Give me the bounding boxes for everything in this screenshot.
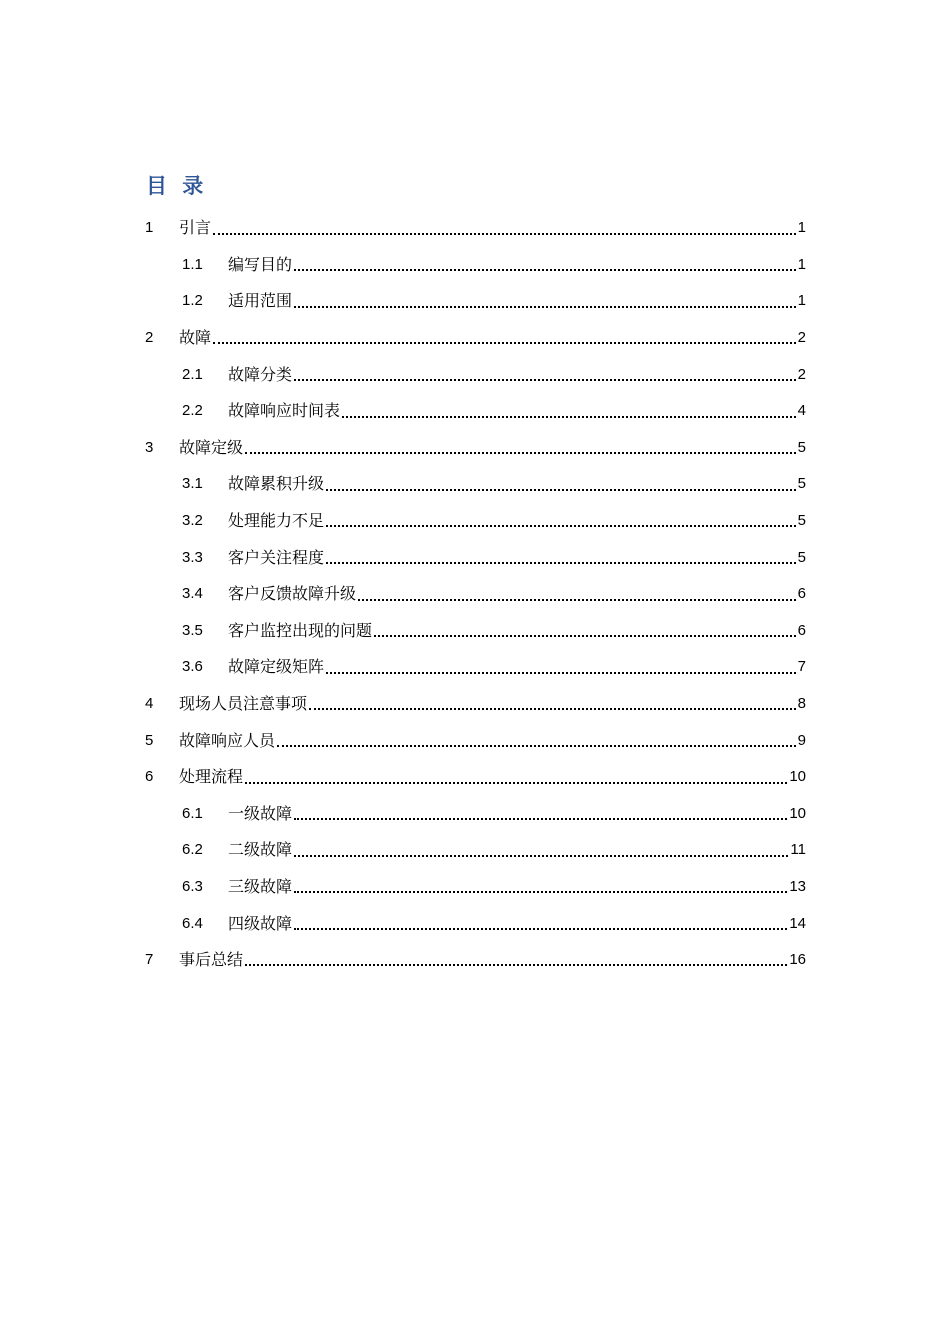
toc-dot-leader [294,927,787,930]
toc-entry[interactable] [145,576,806,613]
toc-entry-number: 2.1 [182,365,203,383]
toc-entry-number: 2 [145,329,154,347]
toc-entry[interactable] [145,503,806,540]
toc-dot-leader [294,890,787,893]
toc-entry-number: 3 [145,438,154,456]
toc-entry[interactable] [145,722,806,759]
toc-dot-leader [294,817,787,820]
toc-entry-title: 处理能力不足 [228,511,325,531]
toc-dot-leader [374,634,796,637]
toc-entry-page: 14 [789,914,806,932]
toc-entry-number: 3.6 [182,658,203,676]
toc-entry[interactable] [145,869,806,906]
toc-entry-number: 6.4 [182,914,203,932]
toc-entry-page: 1 [797,219,806,237]
toc-entry[interactable] [145,759,806,796]
toc-entry[interactable] [145,283,806,320]
toc-dot-leader [245,963,787,966]
toc-entry-page: 6 [797,585,806,603]
toc-dot-leader [213,232,796,235]
toc-entry-page: 2 [797,365,806,383]
toc-entry-number: 4 [145,695,154,713]
toc-entry-page: 4 [797,402,806,420]
toc-entry[interactable] [145,649,806,686]
toc-dot-leader [294,378,796,381]
toc-entry-page: 6 [797,621,806,639]
toc-dot-leader [326,671,796,674]
toc-entry-number: 6.3 [182,877,203,895]
toc-entry-page: 1 [797,292,806,310]
toc-dot-leader [326,524,796,527]
toc-dot-leader [326,488,796,491]
toc-title: 目 录 [146,174,208,198]
toc-entry-title: 故障定级矩阵 [228,657,325,677]
toc-entry[interactable] [145,430,806,467]
toc-entry[interactable] [145,686,806,723]
toc-entry-number: 1 [145,219,154,237]
toc-dot-leader [294,854,788,857]
toc-entry[interactable] [145,210,806,247]
toc-entry-number: 3.4 [182,585,203,603]
toc-entry-title: 故障 [179,328,212,348]
toc-dot-leader [245,451,796,454]
toc-entry-number: 3.5 [182,621,203,639]
toc-entry-number: 3.3 [182,548,203,566]
toc-entry-number: 3.2 [182,512,203,530]
toc-entry-title: 客户关注程度 [228,547,325,567]
toc-entry[interactable] [145,796,806,833]
toc-entry[interactable] [145,905,806,942]
toc-dot-leader [309,707,796,710]
toc-entry-title: 适用范围 [228,291,293,311]
toc-list [145,210,806,978]
toc-entry-title: 故障分类 [228,364,293,384]
toc-entry-page: 7 [797,658,806,676]
toc-dot-leader [245,781,787,784]
toc-dot-leader [294,305,796,308]
toc-entry-title: 故障响应人员 [179,730,276,750]
toc-entry-number: 6.2 [182,841,203,859]
toc-entry-number: 1.1 [182,255,203,273]
toc-entry[interactable] [145,613,806,650]
toc-entry-title: 客户反馈故障升级 [228,584,357,604]
toc-dot-leader [277,744,796,747]
toc-entry-page: 5 [797,548,806,566]
toc-entry-title: 故障累积升级 [228,474,325,494]
toc-entry-page: 5 [797,512,806,530]
toc-entry-page: 2 [797,329,806,347]
toc-entry-title: 故障响应时间表 [228,401,341,421]
toc-entry-page: 1 [797,255,806,273]
toc-entry-title: 处理流程 [179,767,244,787]
toc-dot-leader [294,268,796,271]
toc-entry-page: 10 [789,768,806,786]
toc-entry-number: 7 [145,951,154,969]
toc-entry[interactable] [145,539,806,576]
toc-entry[interactable] [145,320,806,357]
toc-entry-page: 5 [797,475,806,493]
toc-entry[interactable] [145,832,806,869]
toc-entry-title: 引言 [179,218,212,238]
toc-entry-title: 现场人员注意事项 [179,694,308,714]
toc-entry-title: 事后总结 [179,950,244,970]
toc-entry-page: 10 [789,804,806,822]
toc-entry-number: 3.1 [182,475,203,493]
toc-entry-page: 8 [797,695,806,713]
toc-entry-page: 9 [797,731,806,749]
toc-entry-page: 13 [789,877,806,895]
toc-entry-title: 四级故障 [228,913,293,933]
toc-entry-title: 客户监控出现的问题 [228,620,373,640]
toc-entry[interactable] [145,942,806,979]
toc-entry-page: 16 [789,951,806,969]
toc-entry-title: 编写目的 [228,254,293,274]
toc-entry-number: 6.1 [182,804,203,822]
toc-entry-title: 一级故障 [228,803,293,823]
toc-entry-title: 二级故障 [228,840,293,860]
toc-entry-page: 5 [797,438,806,456]
toc-entry[interactable] [145,247,806,284]
toc-entry[interactable] [145,356,806,393]
toc-entry-number: 1.2 [182,292,203,310]
toc-entry-number: 2.2 [182,402,203,420]
toc-dot-leader [326,561,796,564]
toc-entry-title: 三级故障 [228,876,293,896]
toc-dot-leader [358,598,796,601]
toc-dot-leader [213,341,796,344]
toc-entry-page: 11 [790,841,806,859]
toc-entry[interactable] [145,466,806,503]
toc-entry-number: 6 [145,768,154,786]
toc-entry-title: 故障定级 [179,437,244,457]
toc-entry-number: 5 [145,731,154,749]
toc-dot-leader [342,415,796,418]
toc-entry[interactable] [145,393,806,430]
